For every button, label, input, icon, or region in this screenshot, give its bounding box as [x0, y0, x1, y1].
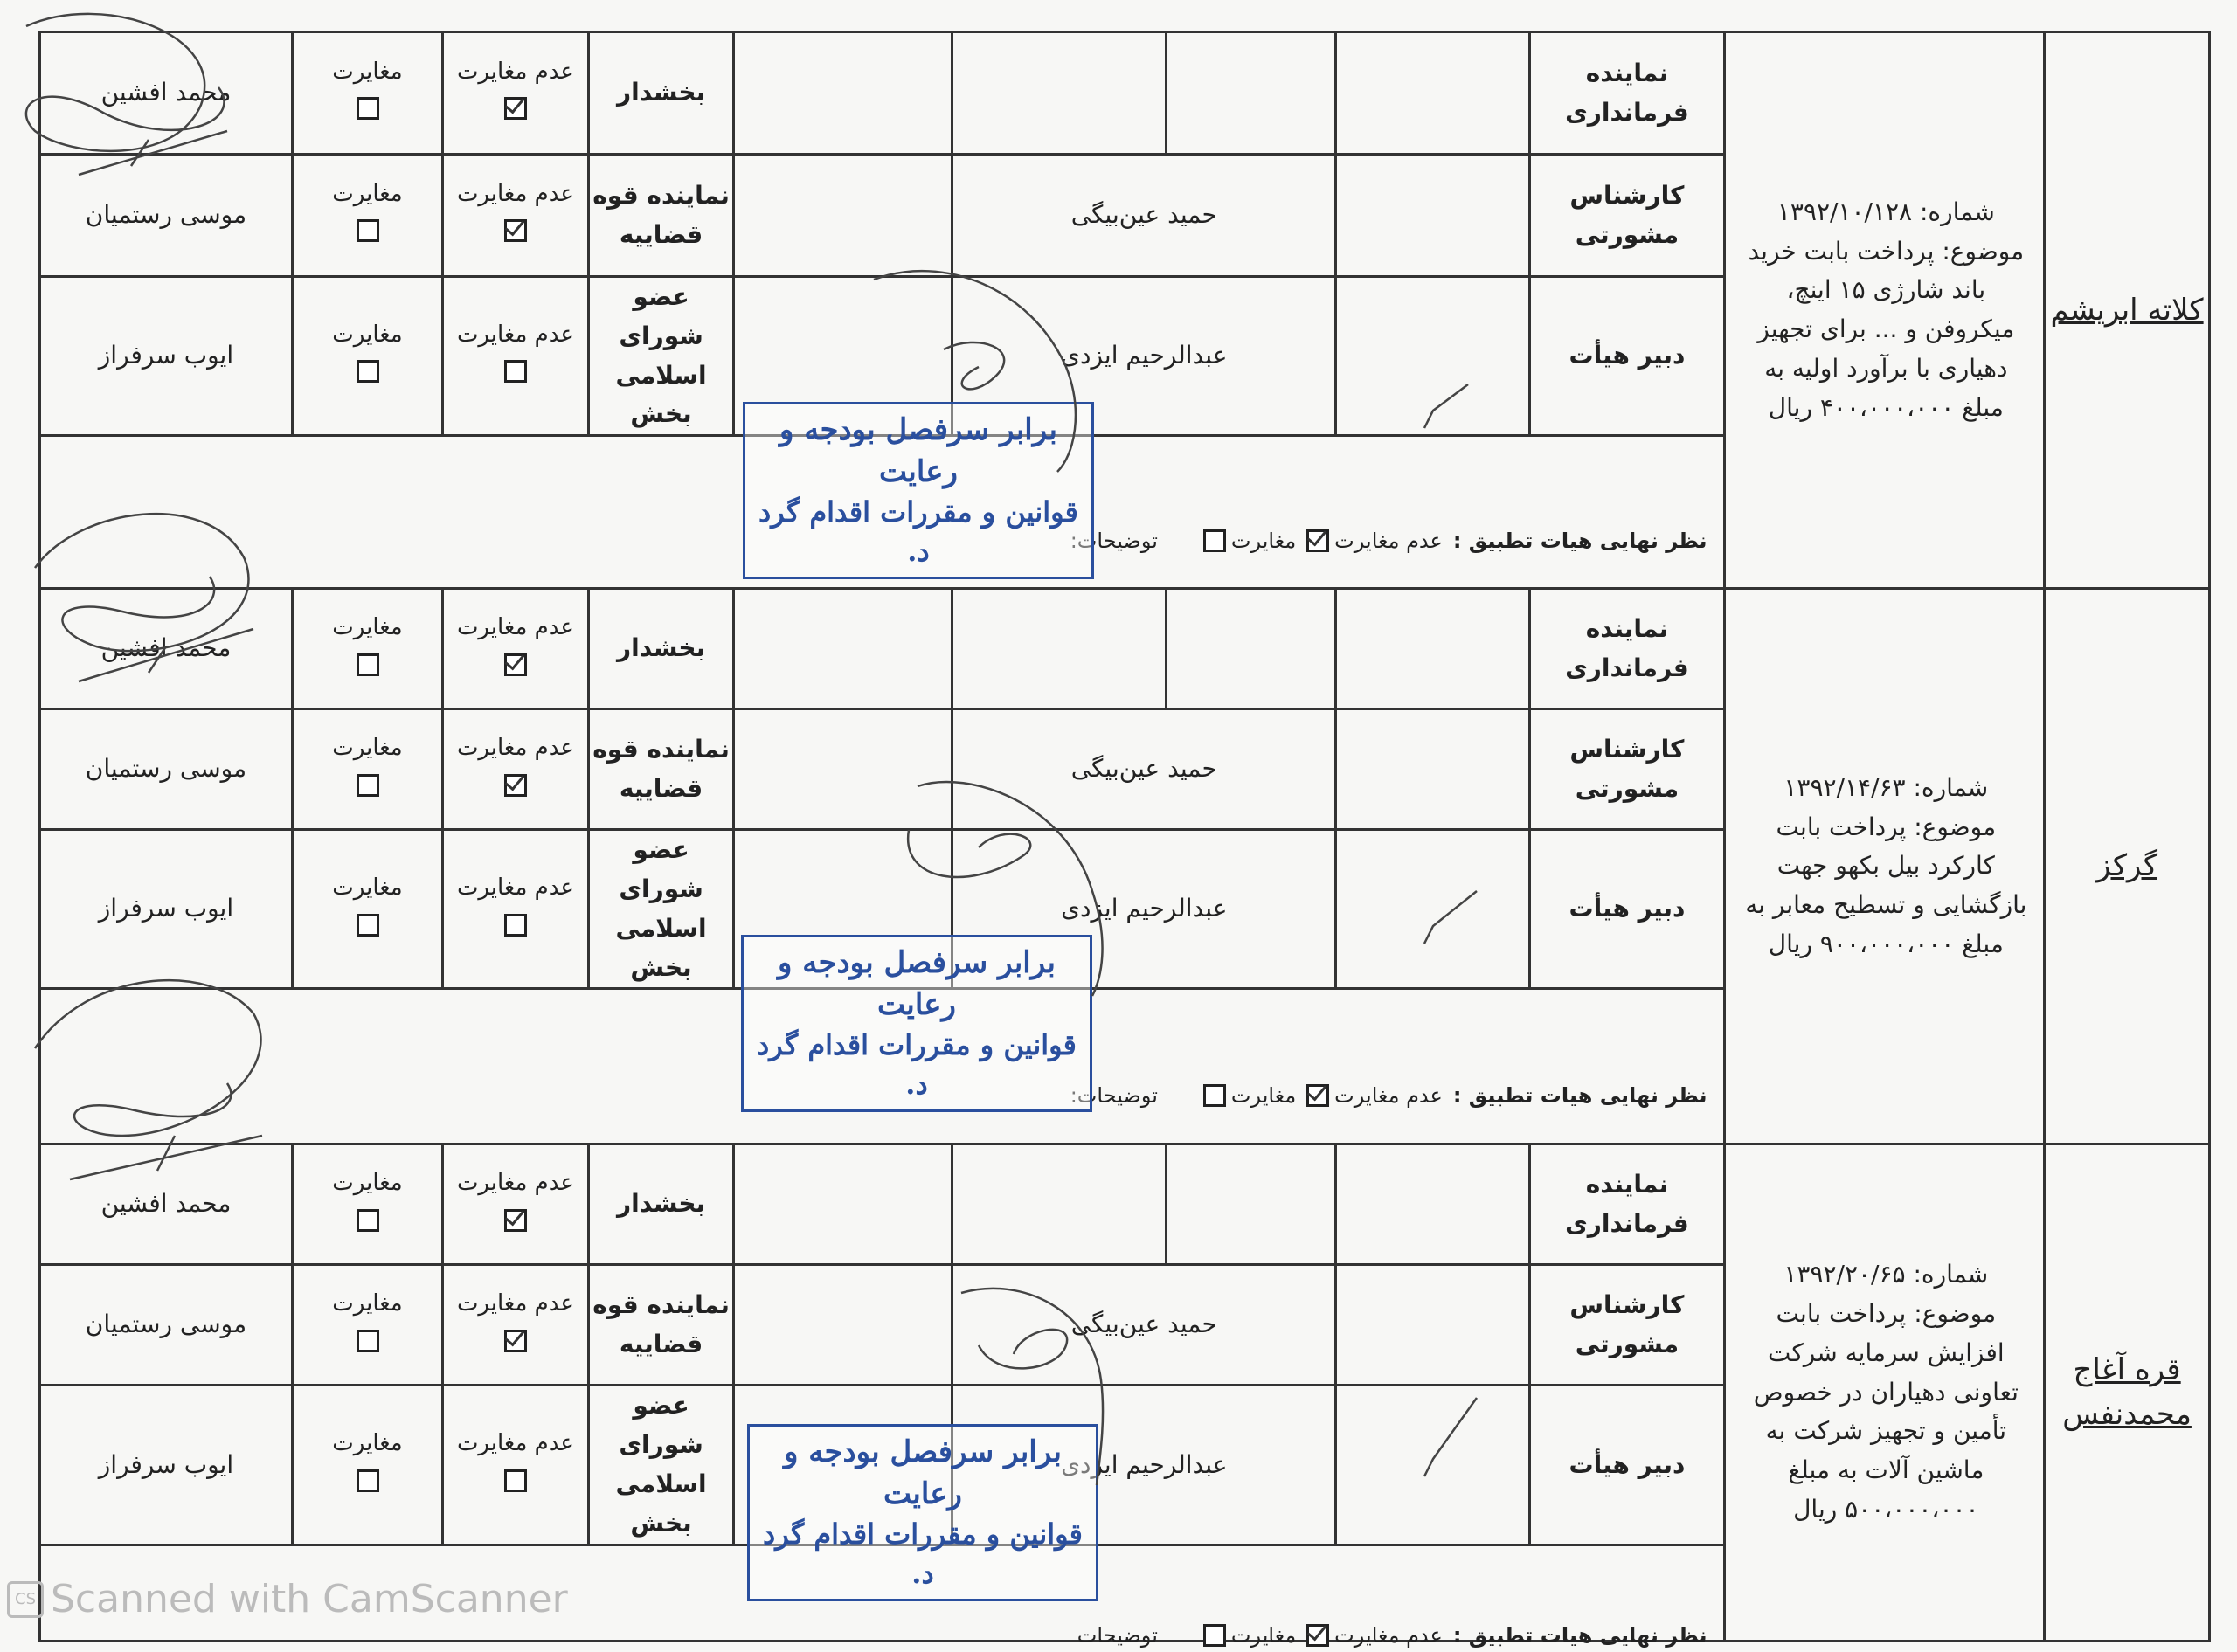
council-name: ایوب سرفراز [40, 277, 293, 436]
final-conformity-checkbox[interactable] [1203, 1084, 1226, 1107]
approval-stamp [747, 1424, 1098, 1601]
conformity-cell [292, 155, 442, 277]
bakhshdar-name: محمد افشین [40, 1144, 293, 1265]
record-number: شماره: ۱۳۹۲/۱۰/۱۲۸ [1776, 197, 1995, 226]
conformity-cell [292, 32, 442, 155]
approval-table [38, 31, 2211, 1649]
conformity-checkbox[interactable] [357, 653, 379, 676]
empty-cell [734, 709, 952, 830]
role-governor-rep: نماینده فرمانداری [1530, 1144, 1724, 1265]
empty-cell [734, 1144, 952, 1265]
judiciary-name: موسی رستمیان [40, 155, 293, 277]
stamp-line-1: برابر سرفصل بودجه و رعایت [784, 1434, 1062, 1511]
role-secretary: دبیر هیأت [1530, 277, 1724, 436]
empty-cell [734, 32, 952, 155]
role-expert: کارشناس مشورتی [1530, 155, 1724, 277]
role-bakhshdar: بخشدار [588, 1144, 734, 1265]
conformity-label: مغایرت [332, 1170, 403, 1197]
role-council: عضو شورای اسلامی بخش [588, 1386, 734, 1545]
expert-name: حمید عین‌بیگی [952, 155, 1336, 277]
stamp-line-2: قوانین و مقررات اقدام گرد د. [757, 1028, 1077, 1101]
description-cell [1724, 1144, 2045, 1641]
final-conformity-checkbox[interactable] [1203, 1624, 1226, 1647]
conformity-checkbox[interactable] [357, 97, 379, 120]
non-conformity-checkbox[interactable] [504, 97, 527, 120]
empty-cell [1336, 1386, 1530, 1545]
expert-name: حمید عین‌بیگی [952, 1265, 1336, 1386]
non-conformity-label: عدم مغایرت [456, 1170, 574, 1197]
non-conformity-cell [443, 32, 589, 155]
final-non-conformity-checkbox[interactable] [1306, 1624, 1329, 1647]
stamp-line-2: قوانین و مقررات اقدام گرد د. [763, 1517, 1083, 1590]
conformity-checkbox[interactable] [357, 774, 379, 797]
empty-cell [734, 1265, 952, 1386]
conformity-label: مغایرت [332, 1290, 403, 1317]
final-conformity-checkbox[interactable] [1203, 529, 1226, 552]
non-conformity-label: عدم مغایرت [456, 1430, 574, 1457]
notes-label: توضیحات: [1070, 1082, 1158, 1108]
non-conformity-label: عدم مغایرت [456, 321, 574, 348]
approval-stamp [741, 935, 1092, 1112]
empty-cell [734, 155, 952, 277]
role-expert: کارشناس مشورتی [1530, 709, 1724, 830]
secretary-name: عبدالرحیم ایزدی [952, 1386, 1336, 1545]
empty-cell [952, 32, 1166, 155]
conformity-label: مغایرت [332, 180, 403, 207]
conformity-checkbox[interactable] [357, 914, 379, 937]
non-conformity-cell [443, 589, 589, 709]
non-conformity-label: عدم مغایرت [456, 734, 574, 761]
bakhshdar-name: محمد افشین [40, 32, 293, 155]
empty-cell [1336, 709, 1530, 830]
stamp-line-2: قوانین و مقررات اقدام گرد د. [758, 495, 1078, 568]
role-bakhshdar: بخشدار [588, 589, 734, 709]
empty-cell [952, 589, 1166, 709]
role-secretary: دبیر هیأت [1530, 830, 1724, 989]
non-conformity-label: عدم مغایرت [456, 874, 574, 902]
non-conformity-cell [443, 155, 589, 277]
notes-label: توضیحات: [1070, 529, 1158, 554]
empty-cell [1336, 155, 1530, 277]
non-conformity-cell [443, 830, 589, 989]
final-non-conformity-label: عدم مغایرت [1334, 529, 1443, 554]
conformity-cell [292, 709, 442, 830]
conformity-checkbox[interactable] [357, 219, 379, 242]
conformity-label: مغایرت [332, 321, 403, 348]
conformity-cell [292, 277, 442, 436]
village-cell [2045, 589, 2210, 1144]
non-conformity-checkbox[interactable] [504, 360, 527, 383]
village-name: گرکز [2096, 848, 2158, 884]
conformity-cell [292, 589, 442, 709]
non-conformity-cell [443, 1386, 589, 1545]
empty-cell [1166, 32, 1335, 155]
camscanner-watermark [7, 1577, 568, 1621]
approval-stamp [743, 402, 1094, 579]
non-conformity-label: عدم مغایرت [456, 613, 574, 640]
non-conformity-checkbox[interactable] [504, 1469, 527, 1492]
role-council: عضو شورای اسلامی بخش [588, 830, 734, 989]
record-subject: موضوع: پرداخت بابت خرید باند شارژی ۱۵ اینچ، میکروفن و ... برای تجهیز دهیاری با برآورد اولیه به مبلغ ۴۰۰،۰۰۰،۰۰۰ ریال [1748, 236, 2025, 422]
stamp-line-1: برابر سرفصل بودجه و رعایت [778, 945, 1056, 1022]
empty-cell [952, 1144, 1166, 1265]
council-name: ایوب سرفراز [40, 1386, 293, 1545]
conformity-label: مغایرت [332, 613, 403, 640]
record-3-row-governor [40, 1144, 2210, 1265]
conformity-cell [292, 1144, 442, 1265]
role-bakhshdar: بخشدار [588, 32, 734, 155]
village-cell [2045, 1144, 2210, 1641]
final-opinion-line [1077, 1619, 1707, 1652]
camscanner-logo: CS [7, 1581, 44, 1618]
final-conformity-label: مغایرت [1230, 529, 1297, 554]
empty-cell [1336, 830, 1530, 989]
final-non-conformity-checkbox[interactable] [1306, 1084, 1329, 1107]
non-conformity-label: عدم مغایرت [456, 58, 574, 85]
conformity-cell [292, 1386, 442, 1545]
role-governor-rep: نماینده فرمانداری [1530, 589, 1724, 709]
record-subject: موضوع: پرداخت بابت کارکرد بیل بکهو جهت بازگشایی و تسطیح معابر به مبلغ ۹۰۰،۰۰۰،۰۰۰ ریال [1745, 812, 2027, 958]
final-non-conformity-label: عدم مغایرت [1334, 1623, 1443, 1649]
notes-label: توضیحات [1077, 1623, 1158, 1649]
conformity-label: مغایرت [332, 874, 403, 902]
record-number: شماره: ۱۳۹۲/۱۴/۶۳ [1783, 772, 1989, 802]
judiciary-name: موسی رستمیان [40, 1265, 293, 1386]
final-opinion-line [1070, 1079, 1707, 1112]
role-expert: کارشناس مشورتی [1530, 1265, 1724, 1386]
final-opinion-label: نظر نهایی هیات تطبیق : [1452, 1623, 1707, 1649]
non-conformity-label: عدم مغایرت [456, 1290, 574, 1317]
record-subject: موضوع: پرداخت بابت افزایش سرمایه شرکت تعاونی دهیاران در خصوص تأمین و تجهیز شرکت به ماشین آلات به مبلغ ۵۰۰،۰۰۰،۰۰۰ ریال [1753, 1298, 2019, 1524]
conformity-label: مغایرت [332, 1430, 403, 1457]
description-cell [1724, 32, 2045, 589]
secretary-name: عبدالرحیم ایزدی [952, 277, 1336, 436]
empty-cell [1336, 32, 1530, 155]
non-conformity-cell [443, 1144, 589, 1265]
role-governor-rep: نماینده فرمانداری [1530, 32, 1724, 155]
final-opinion-label: نظر نهایی هیات تطبیق : [1452, 1082, 1707, 1108]
empty-cell [1336, 1265, 1530, 1386]
expert-name: حمید عین‌بیگی [952, 709, 1336, 830]
village-cell [2045, 32, 2210, 589]
non-conformity-label: عدم مغایرت [456, 180, 574, 207]
non-conformity-checkbox[interactable] [504, 1209, 527, 1232]
non-conformity-checkbox[interactable] [504, 774, 527, 797]
role-judiciary-rep: نماینده قوه قضاییه [588, 1265, 734, 1386]
non-conformity-checkbox[interactable] [504, 914, 527, 937]
empty-cell [1166, 589, 1335, 709]
village-name: کلاته ابریشم [2050, 292, 2204, 328]
role-council: عضو شورای اسلامی بخش [588, 277, 734, 436]
stamp-line-1: برابر سرفصل بودجه و رعایت [779, 412, 1057, 489]
empty-cell [1336, 1144, 1530, 1265]
non-conformity-checkbox[interactable] [504, 219, 527, 242]
empty-cell [1336, 277, 1530, 436]
empty-cell [1336, 589, 1530, 709]
secretary-name: عبدالرحیم ایزدی [952, 830, 1336, 989]
empty-cell [1166, 1144, 1335, 1265]
conformity-cell [292, 830, 442, 989]
council-name: ایوب سرفراز [40, 830, 293, 989]
camscanner-text: Scanned with CamScanner [51, 1577, 568, 1621]
description-cell [1724, 589, 2045, 1144]
final-non-conformity-label: عدم مغایرت [1334, 1082, 1443, 1108]
conformity-checkbox[interactable] [357, 1330, 379, 1352]
role-secretary: دبیر هیأت [1530, 1386, 1724, 1545]
record-1-row-governor [40, 32, 2210, 155]
empty-cell [734, 589, 952, 709]
village-name: قره آغاج محمدنفس [2062, 1351, 2192, 1432]
bakhshdar-name: محمد افشین [40, 589, 293, 709]
non-conformity-checkbox[interactable] [504, 1330, 527, 1352]
conformity-checkbox[interactable] [357, 360, 379, 383]
record-number: شماره: ۱۳۹۲/۲۰/۶۵ [1783, 1260, 1989, 1289]
conformity-label: مغایرت [332, 734, 403, 761]
role-judiciary-rep: نماینده قوه قضاییه [588, 709, 734, 830]
conformity-label: مغایرت [332, 58, 403, 85]
conformity-cell [292, 1265, 442, 1386]
final-conformity-label: مغایرت [1230, 1623, 1297, 1649]
non-conformity-cell [443, 709, 589, 830]
non-conformity-cell [443, 277, 589, 436]
non-conformity-checkbox[interactable] [504, 653, 527, 676]
final-opinion-label: نظر نهایی هیات تطبیق : [1452, 529, 1707, 554]
final-conformity-label: مغایرت [1230, 1082, 1297, 1108]
final-opinion-line [1070, 524, 1707, 557]
non-conformity-cell [443, 1265, 589, 1386]
final-non-conformity-checkbox[interactable] [1306, 529, 1329, 552]
judiciary-name: موسی رستمیان [40, 709, 293, 830]
role-judiciary-rep: نماینده قوه قضاییه [588, 155, 734, 277]
conformity-checkbox[interactable] [357, 1469, 379, 1492]
record-2-row-governor [40, 589, 2210, 709]
conformity-checkbox[interactable] [357, 1209, 379, 1232]
